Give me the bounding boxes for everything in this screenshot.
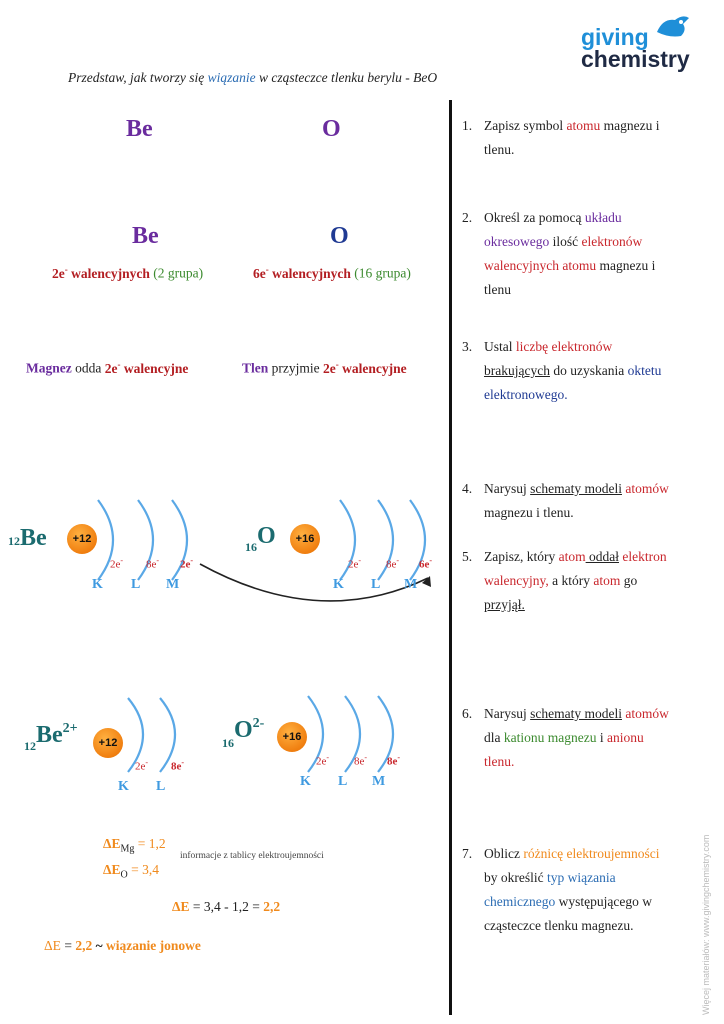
step-7: 7. Oblicz różnicę elektroujemności by określić typ wiązania chemicznego występującego w cząsteczce tlenku magnezu.	[462, 846, 660, 933]
be-l-electrons: 8e-	[146, 556, 160, 571]
de-mg: $\Delta E_{Mg} = 1,2$	[103, 836, 166, 855]
de-conclusion: ΔE = 2,2 ~ wiązanie jonowe	[44, 938, 201, 953]
logo-line1: giving	[581, 24, 649, 50]
de-o: $\Delta E_O = 3,4$	[103, 862, 159, 881]
step-1: 1. Zapisz symbol atomu magnezu i tlenu.	[462, 118, 660, 157]
o-ion-m-electrons: 8e-	[387, 753, 401, 768]
be-shell-k-label: K	[92, 577, 103, 592]
o-ion-label: $_{16}O^{2-}$	[222, 715, 265, 750]
be-nucleus: +12	[67, 524, 97, 554]
de-difference: ΔE = 3,4 - 1,2 = 2,2	[172, 899, 281, 914]
o-valence: 6e- walencyjnych (16 grupa)	[253, 264, 411, 281]
o-ion-shell-l-label: L	[338, 774, 348, 789]
be-ion-label: $_{12}Be^{2+}$	[24, 720, 78, 753]
o-ion-shell-m-label: M	[372, 774, 386, 789]
tlen-sentence: Tlen przyjmie 2e- walencyjne	[242, 359, 407, 376]
step-2: 2. Określ za pomocą układu okresowego ilość elektronów walencyjnych atomu magnezu i tlenu	[462, 210, 656, 297]
be-ion-l-electrons: 8e-	[171, 758, 185, 773]
be-valence: 2e- walencyjnych (2 grupa)	[52, 264, 204, 281]
o-m-electrons: 6e-	[419, 556, 433, 571]
o-nucleus: +16	[290, 524, 320, 554]
be-ion-shell-l-label: L	[156, 779, 166, 794]
transfer-arrowhead	[422, 576, 431, 587]
magnez-sentence: Magnez odda 2e- walencyjne	[26, 359, 189, 376]
logo-line2: chemistry	[581, 46, 690, 72]
be-ion-shell-k-label: K	[118, 779, 129, 794]
o-ion-nucleus: +16	[277, 722, 307, 752]
flask-bird-icon	[653, 12, 693, 40]
be-shell-l-label: L	[131, 577, 141, 592]
o-shell-m-label: M	[404, 577, 418, 592]
be-shell-m-label: M	[166, 577, 180, 592]
step-3: 3. Ustal liczbę elektronów brakujących do uzyskania oktetu elektronowego.	[462, 339, 662, 402]
logo	[578, 14, 718, 74]
be-m-electrons: 2e-	[180, 556, 194, 571]
step-6: 6. Narysuj schematy modeli atomów dla kationu magnezu i anionu tlenu.	[462, 706, 669, 769]
o-shell-k-label: K	[333, 577, 344, 592]
watermark: Więcej materiałów: www.givingchemistry.com	[701, 834, 711, 1015]
o-ion-shell-k-label: K	[300, 774, 311, 789]
o-shell-l-label: L	[371, 577, 381, 592]
electronegativity-note: informacje z tablicy elektroujemności	[180, 851, 324, 861]
o-ion-l-electrons: 8e-	[354, 753, 368, 768]
be-atom-label: 12Be	[8, 525, 47, 551]
be-k-electrons: 2e-	[110, 556, 124, 571]
step-4: 4. Narysuj schematy modeli atomów magnezu i tlenu.	[462, 481, 669, 520]
o-symbol-2: O	[330, 223, 349, 249]
be-ion-nucleus: +12	[93, 728, 123, 758]
o-atom-label: $_{16}$O	[245, 523, 276, 554]
be-symbol-2: Be	[132, 223, 159, 249]
be-ion-k-electrons: 2e-	[135, 758, 149, 773]
o-l-electrons: 8e-	[386, 556, 400, 571]
page-title: Przedstaw, jak tworzy się wiązanie w cząsteczce tlenku berylu - BeO	[68, 70, 438, 85]
be-symbol-1: Be	[126, 116, 153, 142]
step-5: 5. Zapisz, który atom oddał elektron walencyjny, a który atom go przyjął.	[462, 549, 667, 612]
o-ion-k-electrons: 2e-	[316, 753, 330, 768]
atom-shells-svg	[0, 480, 450, 640]
o-symbol-1: O	[322, 116, 341, 142]
o-k-electrons: 2e-	[348, 556, 362, 571]
